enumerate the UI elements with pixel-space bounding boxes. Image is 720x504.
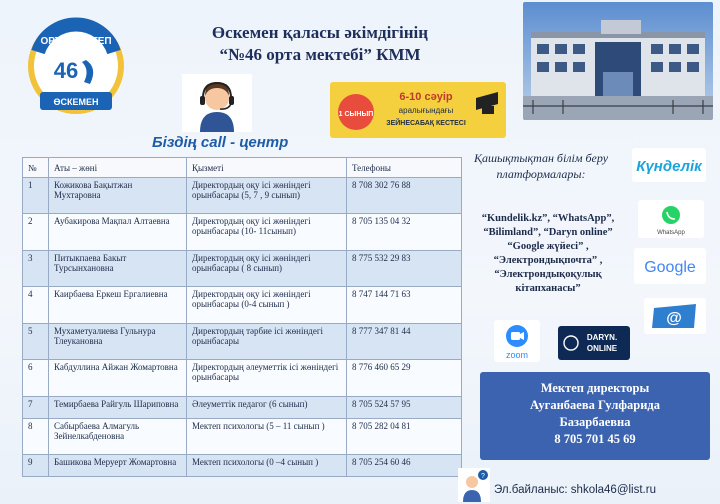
- table-row: [23, 287, 462, 323]
- row-position: Директордың әлеуметтік ісі жөніндегі орынбасары: [187, 360, 347, 396]
- kundelik-label: Күнделік: [636, 158, 702, 175]
- svg-text:?: ?: [481, 473, 485, 480]
- platform-line: “Электрондықпочта” ,: [493, 255, 603, 266]
- header-phone: Телефоны: [347, 158, 462, 178]
- row-number: 6: [23, 360, 49, 396]
- platform-line: “Bilimland”, “Daryn online”: [483, 227, 613, 238]
- banner-line-3: ЗЕЙНЕСАБАҚ КЕСТЕСІ: [386, 120, 466, 127]
- director-phone: 8 705 701 45 69: [554, 432, 636, 446]
- call-center-operator-icon: [182, 74, 252, 132]
- row-phone: 8 747 144 71 63: [347, 287, 462, 323]
- platform-line: “Google жүйесі” ,: [507, 241, 589, 252]
- table-row: [23, 214, 462, 250]
- platform-line: “Электрондықоқулық кітапханасы”: [494, 269, 602, 294]
- row-number: 2: [23, 214, 49, 250]
- whatsapp-logo: [638, 200, 704, 238]
- row-phone: 8 705 282 04 81: [347, 418, 462, 454]
- google-logo: [634, 248, 706, 284]
- director-title: Мектеп директоры: [540, 381, 650, 395]
- row-phone: 8 708 302 76 88: [347, 178, 462, 214]
- row-phone: 8 777 347 81 44: [347, 323, 462, 359]
- row-name: Питыкпаева Бакыт Турсынхановна: [49, 250, 187, 286]
- row-name: Аубакирова Мақпал Алтаевна: [49, 214, 187, 250]
- kundelik-logo: [632, 148, 706, 182]
- table-row: [23, 455, 462, 477]
- row-name: Кожикова Бақытжан Мухтаровна: [49, 178, 187, 214]
- title-line-1: Өскемен қаласы әкімдігінің: [211, 23, 429, 42]
- logo-number: 46: [53, 58, 79, 83]
- row-number: 1: [23, 178, 49, 214]
- daryn-label-1: DARYN.: [586, 333, 618, 342]
- daryn-label-2: ONLINE: [586, 344, 618, 353]
- school-building-photo: [523, 2, 713, 120]
- remote-line-2: платформалары:: [496, 167, 586, 181]
- row-name: Мухаметуалиева Гульнура Тлеукановна: [49, 323, 187, 359]
- row-name: Кабдуллина Айжан Жомартовна: [49, 360, 187, 396]
- table-row: [23, 250, 462, 286]
- contact-person-icon: [458, 468, 490, 502]
- row-number: 9: [23, 455, 49, 477]
- row-position: Мектеп психологы (0 –4 сынып ): [187, 455, 347, 477]
- row-number: 5: [23, 323, 49, 359]
- table-row: [23, 418, 462, 454]
- svg-text:@: @: [666, 310, 682, 327]
- remote-line-1: Қашықтықтан білім беру: [473, 151, 609, 165]
- row-position: Директордың тәрбие ісі жөніндегі орынбасары: [187, 323, 347, 359]
- row-position: Директордың оқу ісі жөніндегі орынбасары (5, 7 , 9 сынып): [187, 178, 347, 214]
- director-contact-box: [480, 372, 710, 460]
- header-name: Аты – жөні: [49, 158, 187, 178]
- row-phone: 8 705 524 57 95: [347, 396, 462, 418]
- platform-list: [466, 212, 630, 296]
- whatsapp-label: WhatsApp: [657, 230, 685, 236]
- logo-city: ӨСКЕМЕН: [53, 97, 99, 107]
- table-row: [23, 178, 462, 214]
- zoom-logo: [494, 320, 540, 362]
- logo-text: ОРТА МЕКТЕП: [40, 36, 112, 47]
- row-number: 8: [23, 418, 49, 454]
- staff-contacts-table: [22, 157, 462, 477]
- email-contact: Эл.байланыс: shkola46@list.ru: [494, 484, 656, 496]
- title-line-2: “№46 орта мектебі” КММ: [219, 45, 421, 64]
- row-name: Сабырбаева Алмагуль Зейнелкабденовна: [49, 418, 187, 454]
- daryn-online-logo: [558, 326, 630, 360]
- row-phone: 8 705 135 04 32: [347, 214, 462, 250]
- google-label: Google: [644, 259, 696, 276]
- banner-dates: 6-10 сәуір: [399, 91, 453, 103]
- row-name: Каирбаева Еркеш Ергалиевна: [49, 287, 187, 323]
- platform-line: “Kundelik.kz”, “WhatsApp”,: [481, 213, 615, 224]
- table-row: [23, 396, 462, 418]
- director-name-2: Базарбаевна: [559, 415, 631, 429]
- call-center-heading: Біздің call - центр: [152, 134, 289, 151]
- table-header-row: [23, 158, 462, 178]
- row-number: 3: [23, 250, 49, 286]
- row-position: Мектеп психологы (5 – 11 сынып ): [187, 418, 347, 454]
- zoom-label: zoom: [505, 350, 529, 360]
- row-position: Директордың оқу ісі жөніндегі орынбасары (10- 11сынып): [187, 214, 347, 250]
- row-phone: 8 705 254 60 46: [347, 455, 462, 477]
- director-name-1: Ауганбаева Гулфарида: [529, 398, 660, 412]
- row-phone: 8 775 532 29 83: [347, 250, 462, 286]
- header-position: Қызметі: [187, 158, 347, 178]
- row-phone: 8 776 460 65 29: [347, 360, 462, 396]
- timetable-banner: [330, 82, 506, 138]
- school-logo: [24, 12, 128, 124]
- row-number: 4: [23, 287, 49, 323]
- banner-line-2: аралығындағы: [398, 106, 454, 115]
- email-logo: [644, 298, 706, 334]
- banner-grade: 1 СЫНЫП: [338, 111, 374, 118]
- row-position: Директордың оқу ісі жөніндегі орынбасары ( 8 сынып): [187, 250, 347, 286]
- table-row: [23, 323, 462, 359]
- row-position: Директордың оқу ісі жөніндегі орынбасары (0-4 сынып ): [187, 287, 347, 323]
- row-number: 7: [23, 396, 49, 418]
- table-row: [23, 360, 462, 396]
- row-name: Башикова Меруерт Жомартовна: [49, 455, 187, 477]
- row-position: Әлеуметтік педагог (6 сынып): [187, 396, 347, 418]
- header-number: №: [23, 158, 49, 178]
- page-title: [150, 22, 490, 66]
- row-name: Темирбаева Райгуль Шариповна: [49, 396, 187, 418]
- remote-learning-heading: [466, 150, 616, 182]
